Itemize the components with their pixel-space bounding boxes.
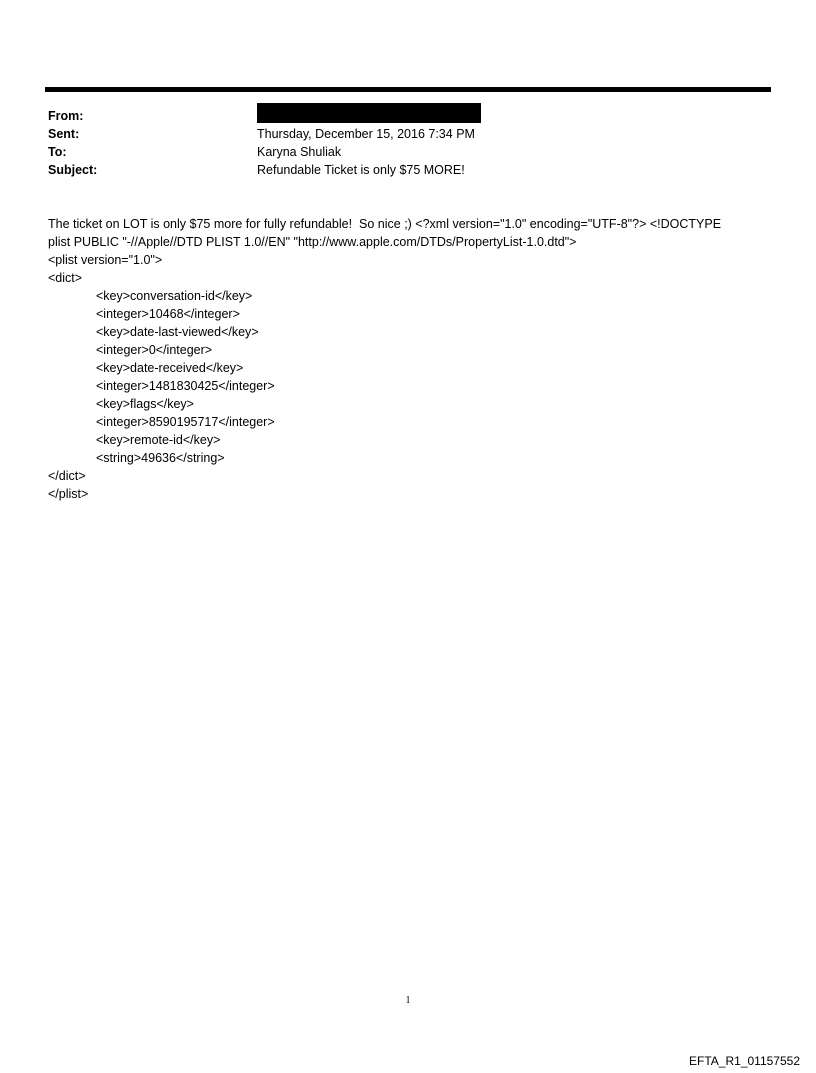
from-row — [48, 107, 748, 125]
subject-label: Subject: — [48, 163, 98, 177]
from-label: From: — [48, 109, 84, 123]
body-line: <integer>1481830425</integer> — [96, 379, 275, 393]
sent-label: Sent: — [48, 127, 80, 141]
body-line: </dict> — [48, 469, 86, 483]
body-line: <integer>0</integer> — [96, 343, 213, 357]
page-number: 1 — [405, 995, 411, 1006]
sent-value: Thursday, December 15, 2016 7:34 PM — [257, 127, 475, 141]
email-body — [48, 215, 768, 503]
to-label: To: — [48, 145, 67, 159]
body-line: plist PUBLIC "-//Apple//DTD PLIST 1.0//EN" "http://www.apple.com/DTDs/PropertyList-1.0.dtd"> — [48, 235, 577, 249]
body-line: <integer>8590195717</integer> — [96, 415, 275, 429]
body-line: <plist version="1.0"> — [48, 253, 163, 267]
body-line: The ticket on LOT is only $75 more for fully refundable! So nice ;) <?xml version="1.0" encoding="UTF-8"?> <!DOCTYPE — [48, 217, 722, 231]
email-header — [48, 107, 748, 179]
body-line: <key>remote-id</key> — [96, 433, 221, 447]
body-line: <key>flags</key> — [96, 397, 194, 411]
body-line: <key>conversation-id</key> — [96, 289, 253, 303]
body-line: </plist> — [48, 487, 89, 501]
document-id: EFTA_R1_01157552 — [689, 1054, 800, 1068]
body-line: <key>date-last-viewed</key> — [96, 325, 259, 339]
subject-row — [48, 161, 748, 179]
body-line: <string>49636</string> — [96, 451, 225, 465]
header-rule — [45, 87, 771, 92]
body-line: <dict> — [48, 271, 83, 285]
body-line: <key>date-received</key> — [96, 361, 244, 375]
sent-row — [48, 125, 748, 143]
body-line: <integer>10468</integer> — [96, 307, 240, 321]
to-row — [48, 143, 748, 161]
redaction-box — [257, 103, 481, 123]
to-value: Karyna Shuliak — [257, 145, 342, 159]
subject-value: Refundable Ticket is only $75 MORE! — [257, 163, 465, 177]
